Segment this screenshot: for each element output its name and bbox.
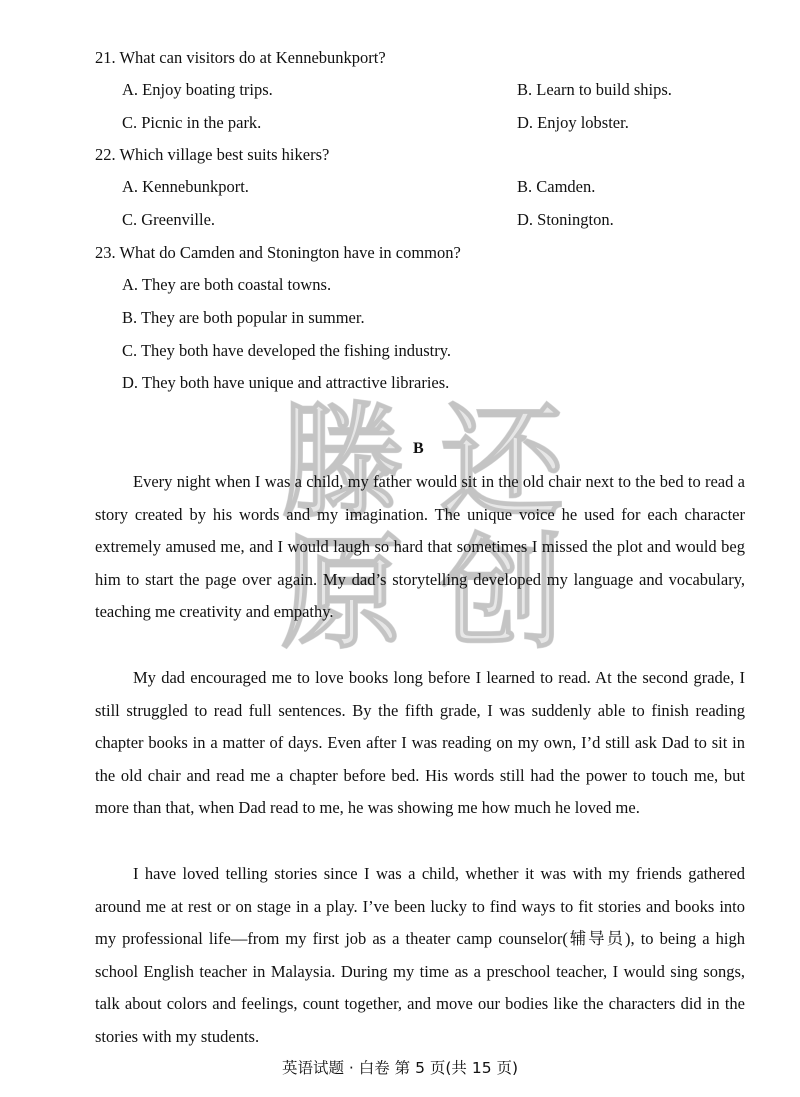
question-22-option-a: A. Kennebunkport. xyxy=(122,177,249,196)
question-22-stem: 22. Which village best suits hikers? xyxy=(95,145,330,164)
page-footer: 英语试题 · 白卷 第 5 页(共 15 页) xyxy=(281,1059,519,1077)
question-22-option-d: D. Stonington. xyxy=(517,210,614,229)
passage-paragraph-2: My dad encouraged me to love books long before I learned to read. At the second grade, I still struggled to read full sentences. By the fifth grade, I was suddenly able to finish reading chapter books in a matter of days. Even after I was reading on my own, I’d still ask Dad to sit in the old chair and read me a chapter before bed. His words still had the power to touch me, but more than that, when Dad read to me, he was showing me how much he loved me. xyxy=(95,668,745,818)
question-22-option-b: B. Camden. xyxy=(517,177,596,196)
question-23-stem: 23. What do Camden and Stonington have in common? xyxy=(95,243,461,262)
question-23-option-b: B. They are both popular in summer. xyxy=(122,308,365,327)
question-23-option-a: A. They are both coastal towns. xyxy=(122,275,332,294)
passage-paragraph-3: I have loved telling stories since I was a child, whether it was with my friends gathered around me at rest or on stage in a play. I’ve been lucky to find ways to fit stories and books into my professional life—from my first job as a theater camp counselor(辅导员), to being a high school English teacher in Malaysia. During my time as a preschool teacher, I would sing songs, talk about colors and feelings, count together, and move our bodies like the characters did in the stories with my students. xyxy=(95,864,745,1046)
question-21-option-d: D. Enjoy lobster. xyxy=(517,113,629,132)
watermark-char: 创 xyxy=(439,522,564,666)
question-23-option-c: C. They both have developed the fishing industry. xyxy=(122,341,452,360)
section-heading: B xyxy=(413,440,424,457)
question-23-option-d: D. They both have unique and attractive libraries. xyxy=(122,373,450,392)
watermark-char: 原 xyxy=(279,522,404,666)
question-21-stem: 21. What can visitors do at Kennebunkport? xyxy=(95,48,386,67)
question-21-option-a: A. Enjoy boating trips. xyxy=(122,80,273,99)
watermark-char: 滕 xyxy=(279,391,404,535)
passage-paragraph-1: Every night when I was a child, my father would sit in the old chair next to the bed to read a story created by his words and my imagination. The unique voice he used for each character extremely amused me, and I would laugh so hard that sometimes I missed the plot and would beg him to start the page over again. My dad’s storytelling developed my language and vocabulary, teaching me creativity and empathy. xyxy=(95,472,745,622)
watermark-char: 还 xyxy=(439,391,564,535)
question-21-option-b: B. Learn to build ships. xyxy=(517,80,672,99)
question-22-option-c: C. Greenville. xyxy=(122,210,216,229)
question-21-option-c: C. Picnic in the park. xyxy=(122,113,262,132)
